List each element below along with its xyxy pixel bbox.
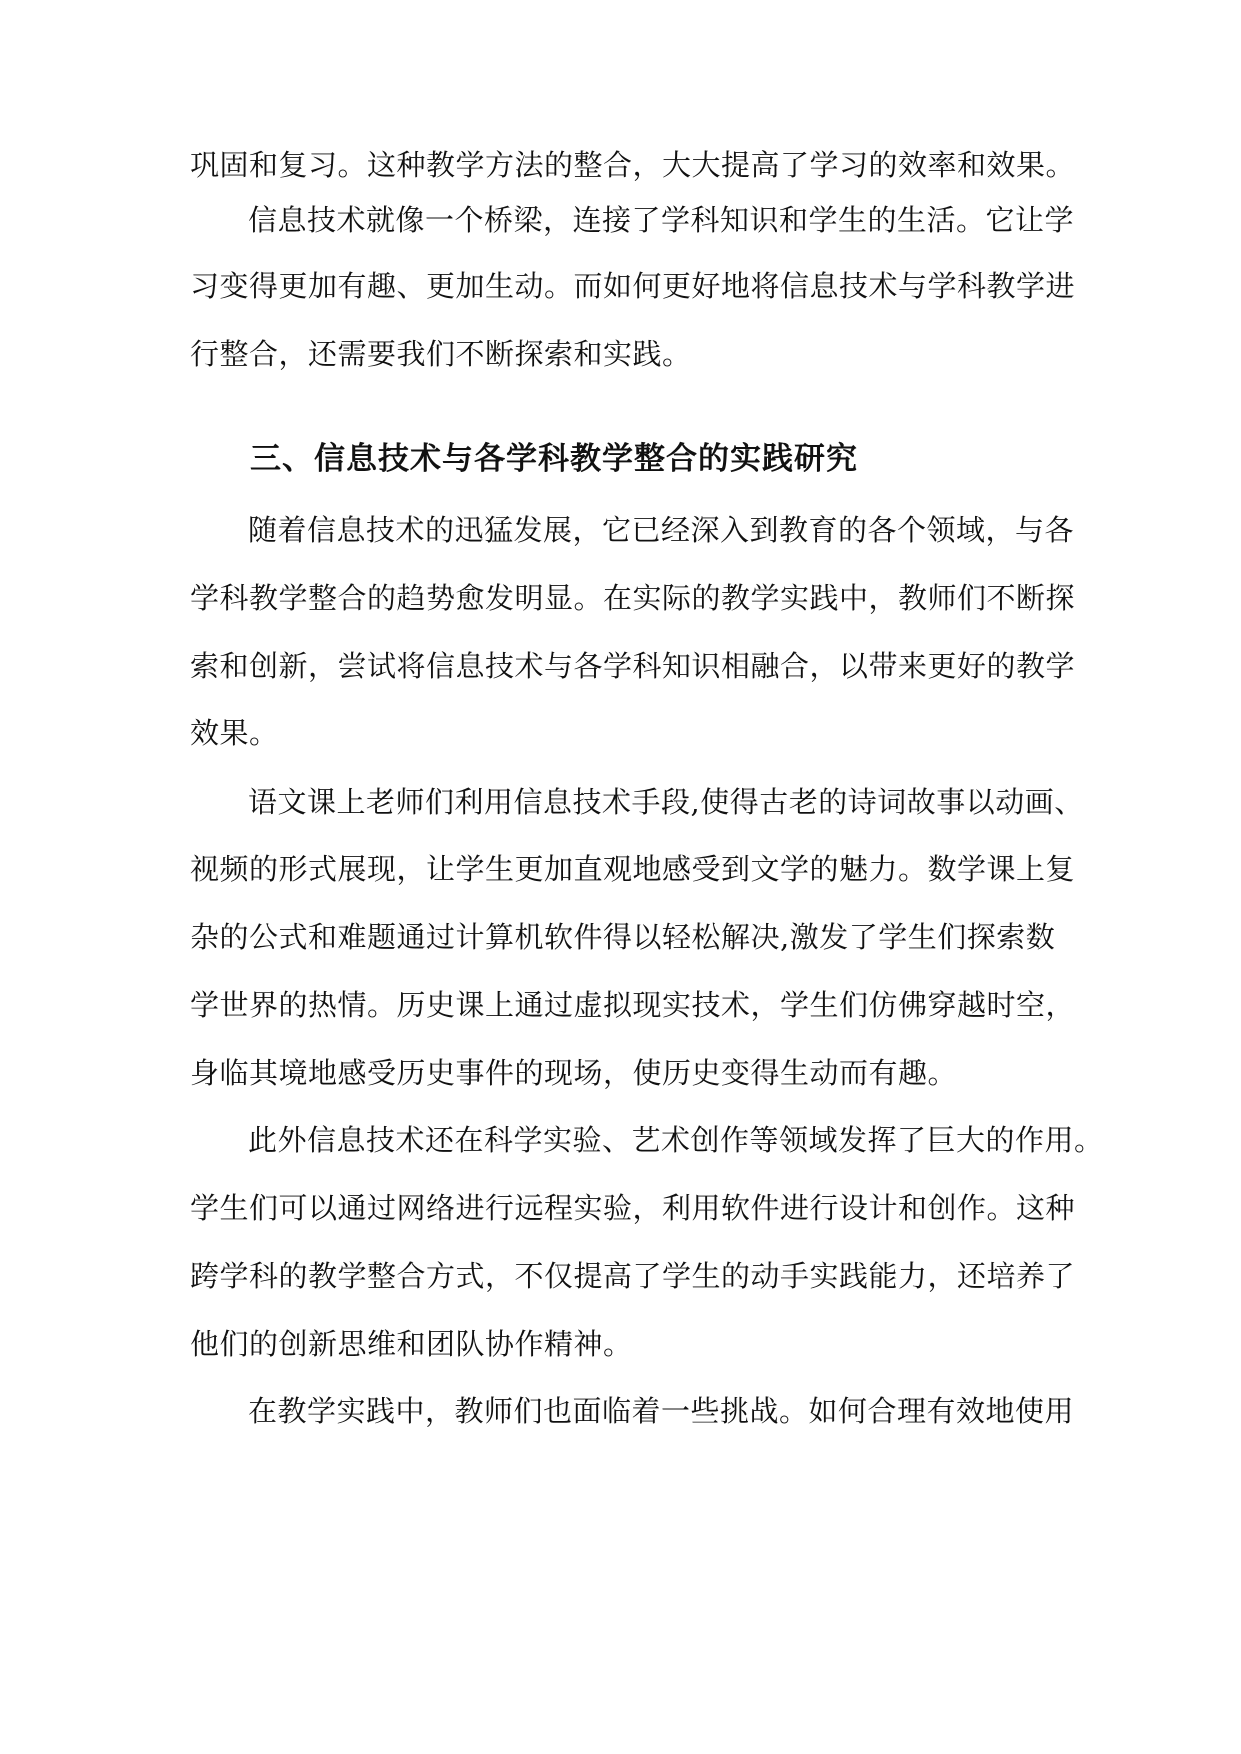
paragraph-line: 此外信息技术还在科学实验、艺术创作等领域发挥了巨大的作用。	[248, 1123, 1104, 1157]
paragraph-line: 身临其境地感受历史事件的现场，使历史变得生动而有趣。	[190, 1056, 958, 1090]
paragraph-line: 行整合，还需要我们不断探索和实践。	[190, 337, 692, 371]
paragraph-line: 索和创新，尝试将信息技术与各学科知识相融合，以带来更好的教学	[190, 649, 1076, 683]
paragraph-line: 他们的创新思维和团队协作精神。	[190, 1327, 633, 1361]
paragraph-line: 在教学实践中，教师们也面临着一些挑战。如何合理有效地使用	[248, 1394, 1075, 1428]
paragraph-line: 跨学科的教学整合方式，不仅提高了学生的动手实践能力，还培养了	[190, 1259, 1076, 1293]
paragraph-line: 语文课上老师们利用信息技术手段,使得古老的诗词故事以动画、	[248, 785, 1084, 819]
section-heading: 三、信息技术与各学科教学整合的实践研究	[250, 441, 858, 477]
paragraph-line: 随着信息技术的迅猛发展，它已经深入到教育的各个领域，与各	[248, 513, 1075, 547]
paragraph-line: 习变得更加有趣、更加生动。而如何更好地将信息技术与学科教学进	[190, 269, 1076, 303]
paragraph-line: 巩固和复习。这种教学方法的整合，大大提高了学习的效率和效果。	[190, 148, 1076, 182]
paragraph-line: 效果。	[190, 716, 279, 750]
paragraph-line: 学科教学整合的趋势愈发明显。在实际的教学实践中，教师们不断探	[190, 581, 1076, 615]
paragraph-line: 学世界的热情。历史课上通过虚拟现实技术，学生们仿佛穿越时空，	[190, 988, 1076, 1022]
paragraph-line: 杂的公式和难题通过计算机软件得以轻松解决,激发了学生们探索数	[190, 920, 1056, 954]
paragraph-line: 视频的形式展现，让学生更加直观地感受到文学的魅力。数学课上复	[190, 852, 1076, 886]
paragraph-line: 信息技术就像一个桥梁，连接了学科知识和学生的生活。它让学	[248, 203, 1075, 237]
paragraph-line: 学生们可以通过网络进行远程实验，利用软件进行设计和创作。这种	[190, 1191, 1076, 1225]
